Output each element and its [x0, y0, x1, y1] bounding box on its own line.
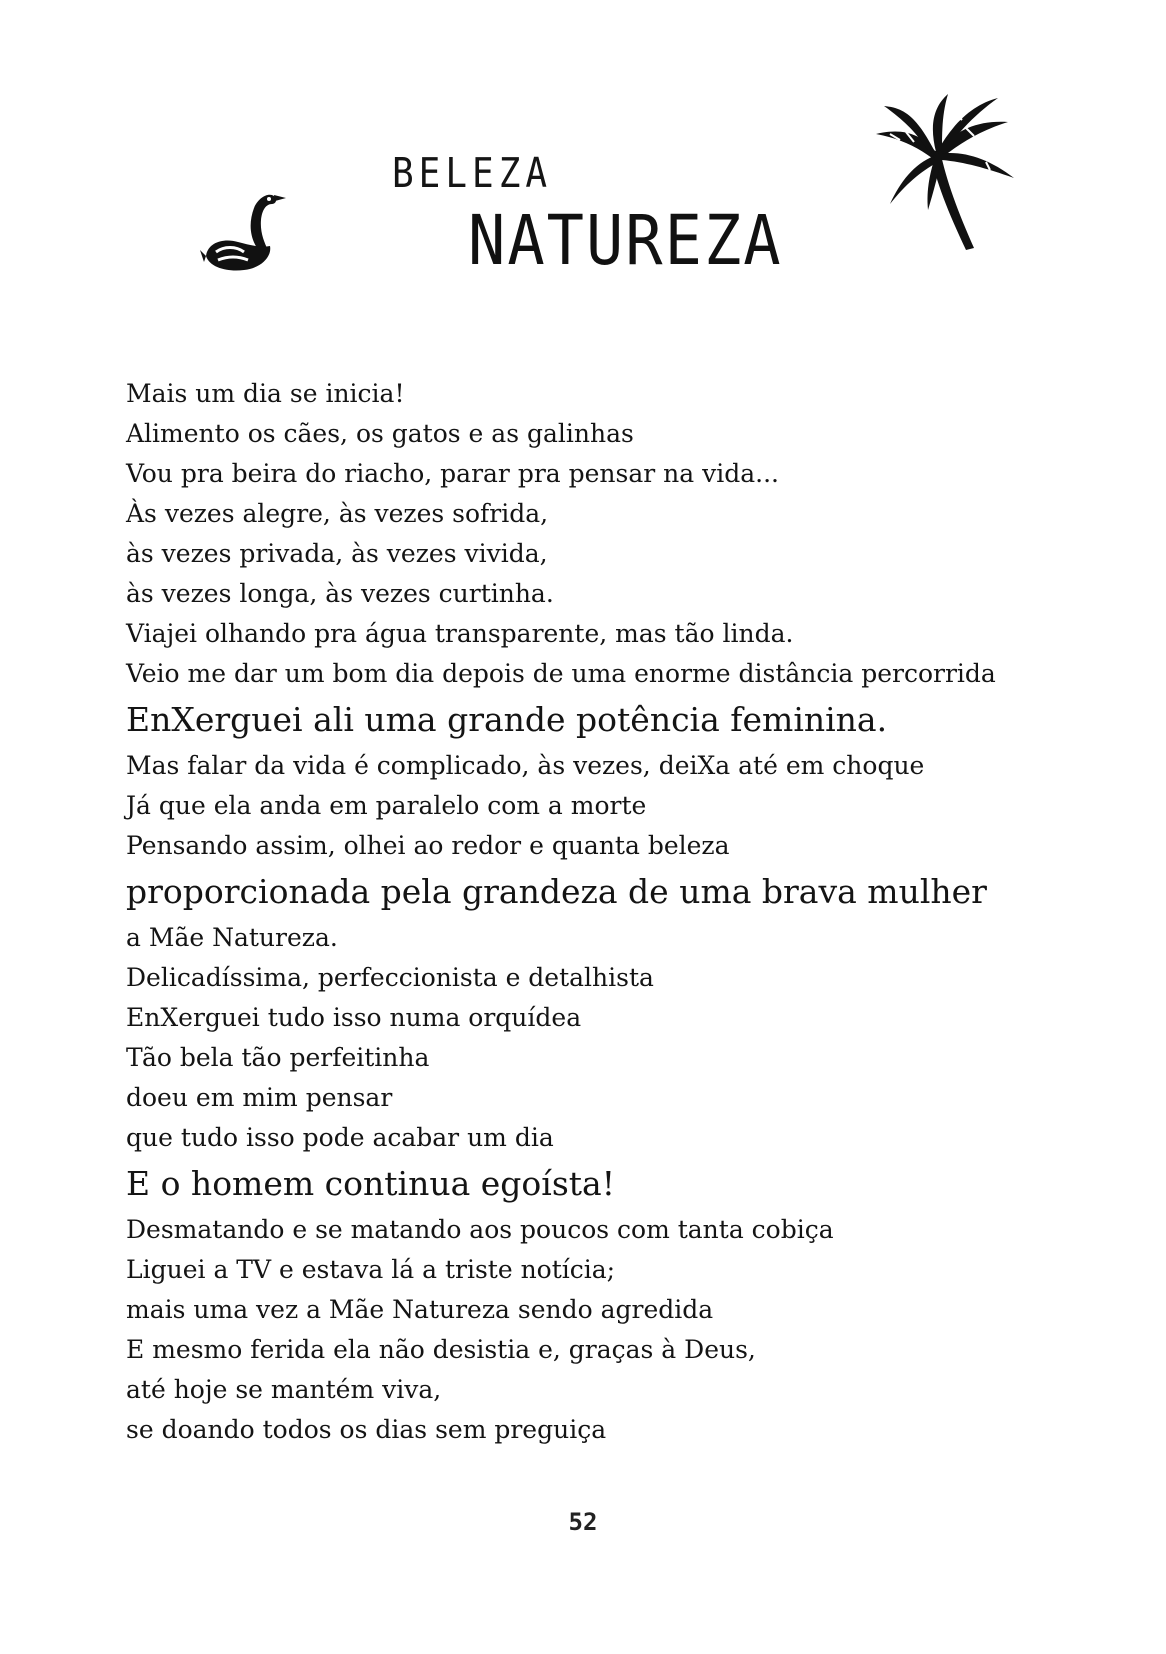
poem-line-emphasis: EnXerguei ali uma grande potência feminina.: [126, 700, 888, 739]
poem-line: às vezes longa, às vezes curtinha.: [126, 579, 554, 608]
poem-line: até hoje se mantém viva,: [126, 1375, 442, 1404]
poem-line: mais uma vez a Mãe Natureza sendo agredida: [126, 1295, 714, 1324]
poem-line: Mas falar da vida é complicado, às vezes, deiXa até em choque: [126, 751, 925, 780]
poem-line: Delicadíssima, perfeccionista e detalhista: [126, 963, 654, 992]
palm-tree-icon: [870, 92, 1020, 252]
poem-line: doeu em mim pensar: [126, 1083, 393, 1112]
poem-line: a Mãe Natureza.: [126, 923, 338, 952]
poem-line: Já que ela anda em paralelo com a morte: [126, 791, 647, 820]
poem-line: Viajei olhando pra água transparente, mas tão linda.: [126, 619, 794, 648]
poem-line: se doando todos os dias sem preguiça: [126, 1415, 607, 1444]
title-beleza: BELEZA: [392, 150, 553, 198]
poem-line-emphasis: E o homem continua egoísta!: [126, 1164, 615, 1203]
page-number: 52: [568, 1508, 598, 1536]
swan-icon: [198, 180, 298, 280]
poem-line: às vezes privada, às vezes vivida,: [126, 539, 548, 568]
poem-line: Mais um dia se inicia!: [126, 379, 405, 408]
poem-line: Veio me dar um bom dia depois de uma enorme distância percorrida: [126, 659, 996, 688]
poem-line: Liguei a TV e estava lá a triste notícia;: [126, 1255, 616, 1284]
poem-line: E mesmo ferida ela não desistia e, graças à Deus,: [126, 1335, 756, 1364]
poem-line: Vou pra beira do riacho, parar pra pensar na vida...: [126, 459, 779, 488]
title-natureza: NATUREZA: [468, 200, 783, 281]
poem-body: [126, 374, 1066, 1450]
poem-line-emphasis: proporcionada pela grandeza de uma brava mulher: [126, 872, 987, 911]
poem-line: EnXerguei tudo isso numa orquídea: [126, 1003, 582, 1032]
poem-line: Desmatando e se matando aos poucos com tanta cobiça: [126, 1215, 834, 1244]
poem-line: Tão bela tão perfeitinha: [126, 1043, 430, 1072]
poem-line: Às vezes alegre, às vezes sofrida,: [126, 499, 549, 528]
poem-line: que tudo isso pode acabar um dia: [126, 1123, 554, 1152]
poem-line: Pensando assim, olhei ao redor e quanta beleza: [126, 831, 730, 860]
poem-line: Alimento os cães, os gatos e as galinhas: [126, 419, 634, 448]
poem-header: [0, 0, 1166, 320]
